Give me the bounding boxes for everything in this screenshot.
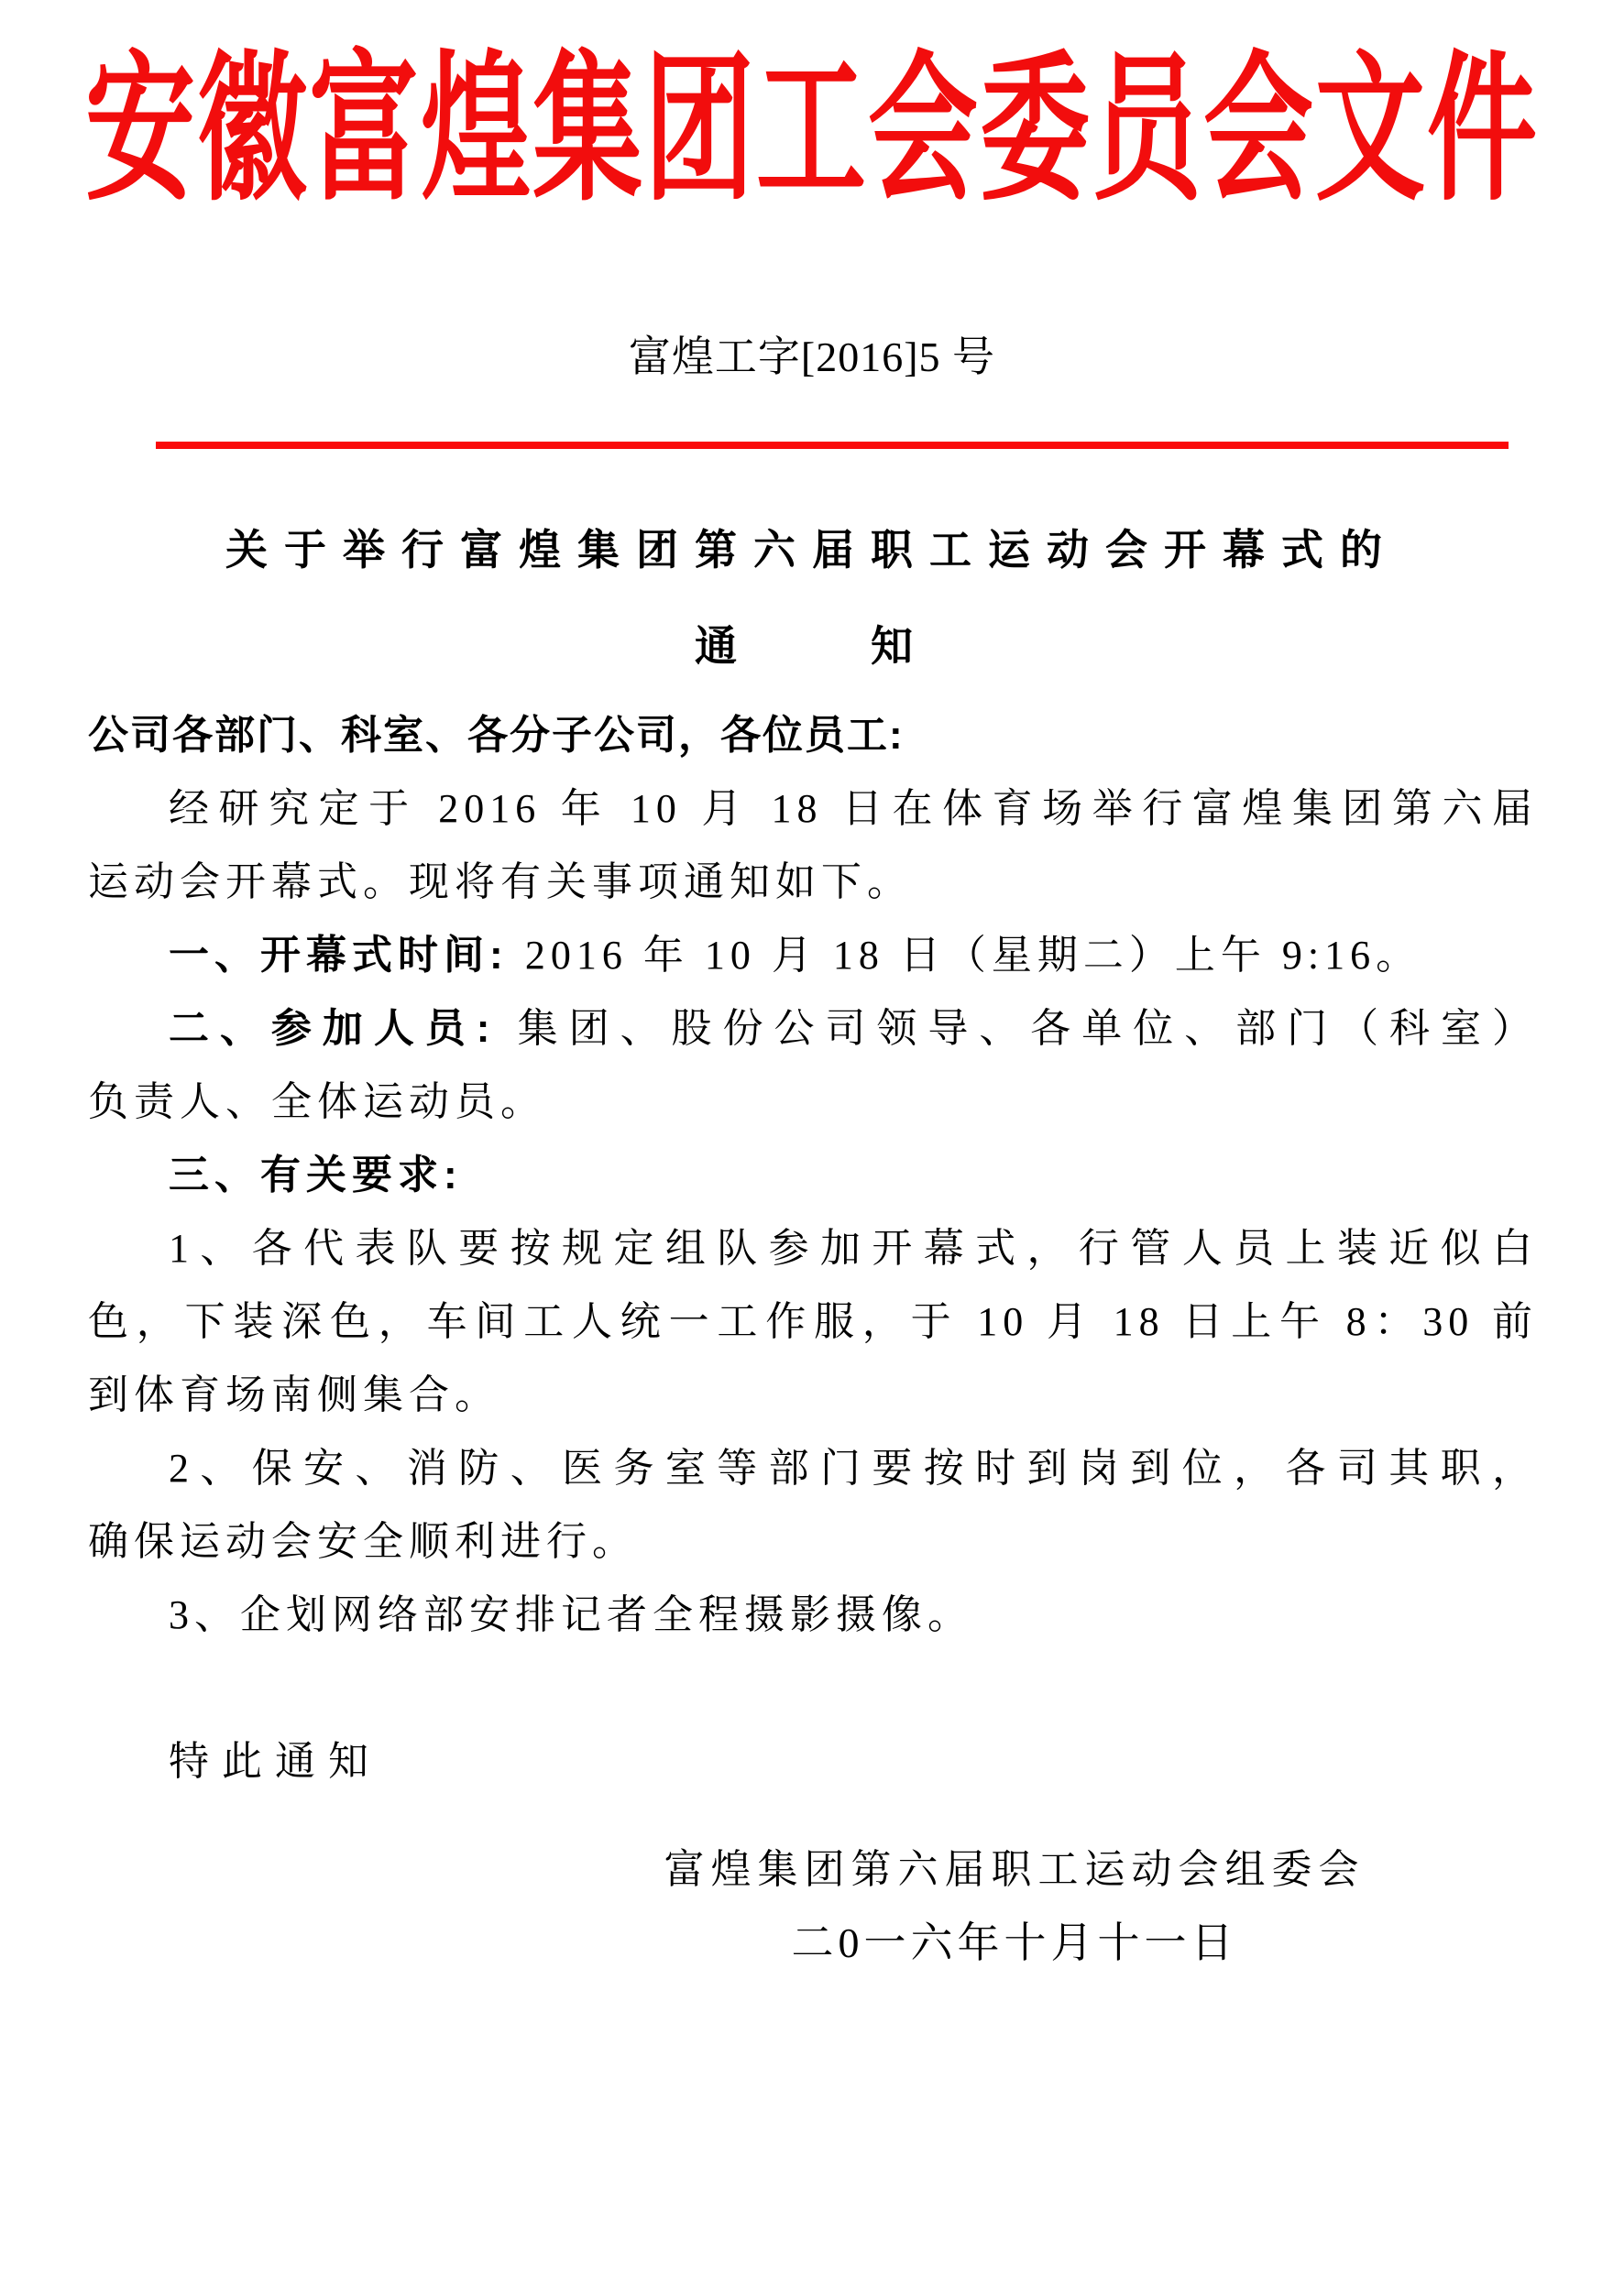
notice-title: 关于举行富煌集团第六届职工运动会开幕式的 <box>225 526 1399 574</box>
org-title: 安徽富煌集团工会委员会文件 <box>85 41 1539 220</box>
doc-number: 富煌工字[2016]5 号 <box>628 333 996 380</box>
body-line: 色，下装深色，车间工人统一工作服，于 10 月 18 日上午 8：30 前 <box>88 1299 1538 1344</box>
body-line-item-2: 2、保安、消防、医务室等部门要按时到岗到位，各司其职， <box>169 1446 1538 1491</box>
red-divider-line <box>156 442 1509 449</box>
body-line: 负责人、全体运动员。 <box>88 1079 546 1124</box>
notice-body <box>0 699 1624 1980</box>
body-line-item-1: 1、各代表队要按规定组队参加开幕式，行管人员上装近似白 <box>169 1226 1538 1271</box>
body-line: 到体育场南侧集合。 <box>88 1372 500 1417</box>
body-line: 运动会开幕式。现将有关事项通知如下。 <box>88 859 913 904</box>
section-lead: 三、有关要求: <box>169 1153 463 1197</box>
blank-line <box>88 1652 1538 1725</box>
signature-block <box>653 1833 1377 1980</box>
red-header-banner <box>0 41 1624 220</box>
body-line-section-1: 一、开幕式时间: 2016 年 10 月 18 日（星期二）上午 9:16。 <box>169 933 1422 978</box>
section-lead: 二、参加人员: <box>169 1006 518 1051</box>
salutation-line: 公司各部门、科室、各分子公司，各位员工: <box>88 713 905 758</box>
body-line-section-3 <box>88 1139 1538 1212</box>
signature-date: 二0一六年十月十一日 <box>791 1919 1238 1966</box>
notice-subtitle: 通 知 <box>695 622 929 670</box>
section-lead: 一、开幕式时间: <box>169 933 525 978</box>
body-line: 经研究定于 2016 年 10 月 18 日在体育场举行富煌集团第六届 <box>169 786 1538 831</box>
body-line-section-2: 二、参加人员: 集团、股份公司领导、各单位、部门（科室） <box>169 1006 1538 1051</box>
body-line: 确保运动会安全顺利进行。 <box>88 1519 638 1564</box>
body-line-item-3: 3、企划网络部安排记者全程摄影摄像。 <box>169 1592 973 1637</box>
closing-line: 特此通知 <box>169 1739 381 1784</box>
signature-org: 富煌集团第六届职工运动会组委会 <box>664 1847 1366 1892</box>
